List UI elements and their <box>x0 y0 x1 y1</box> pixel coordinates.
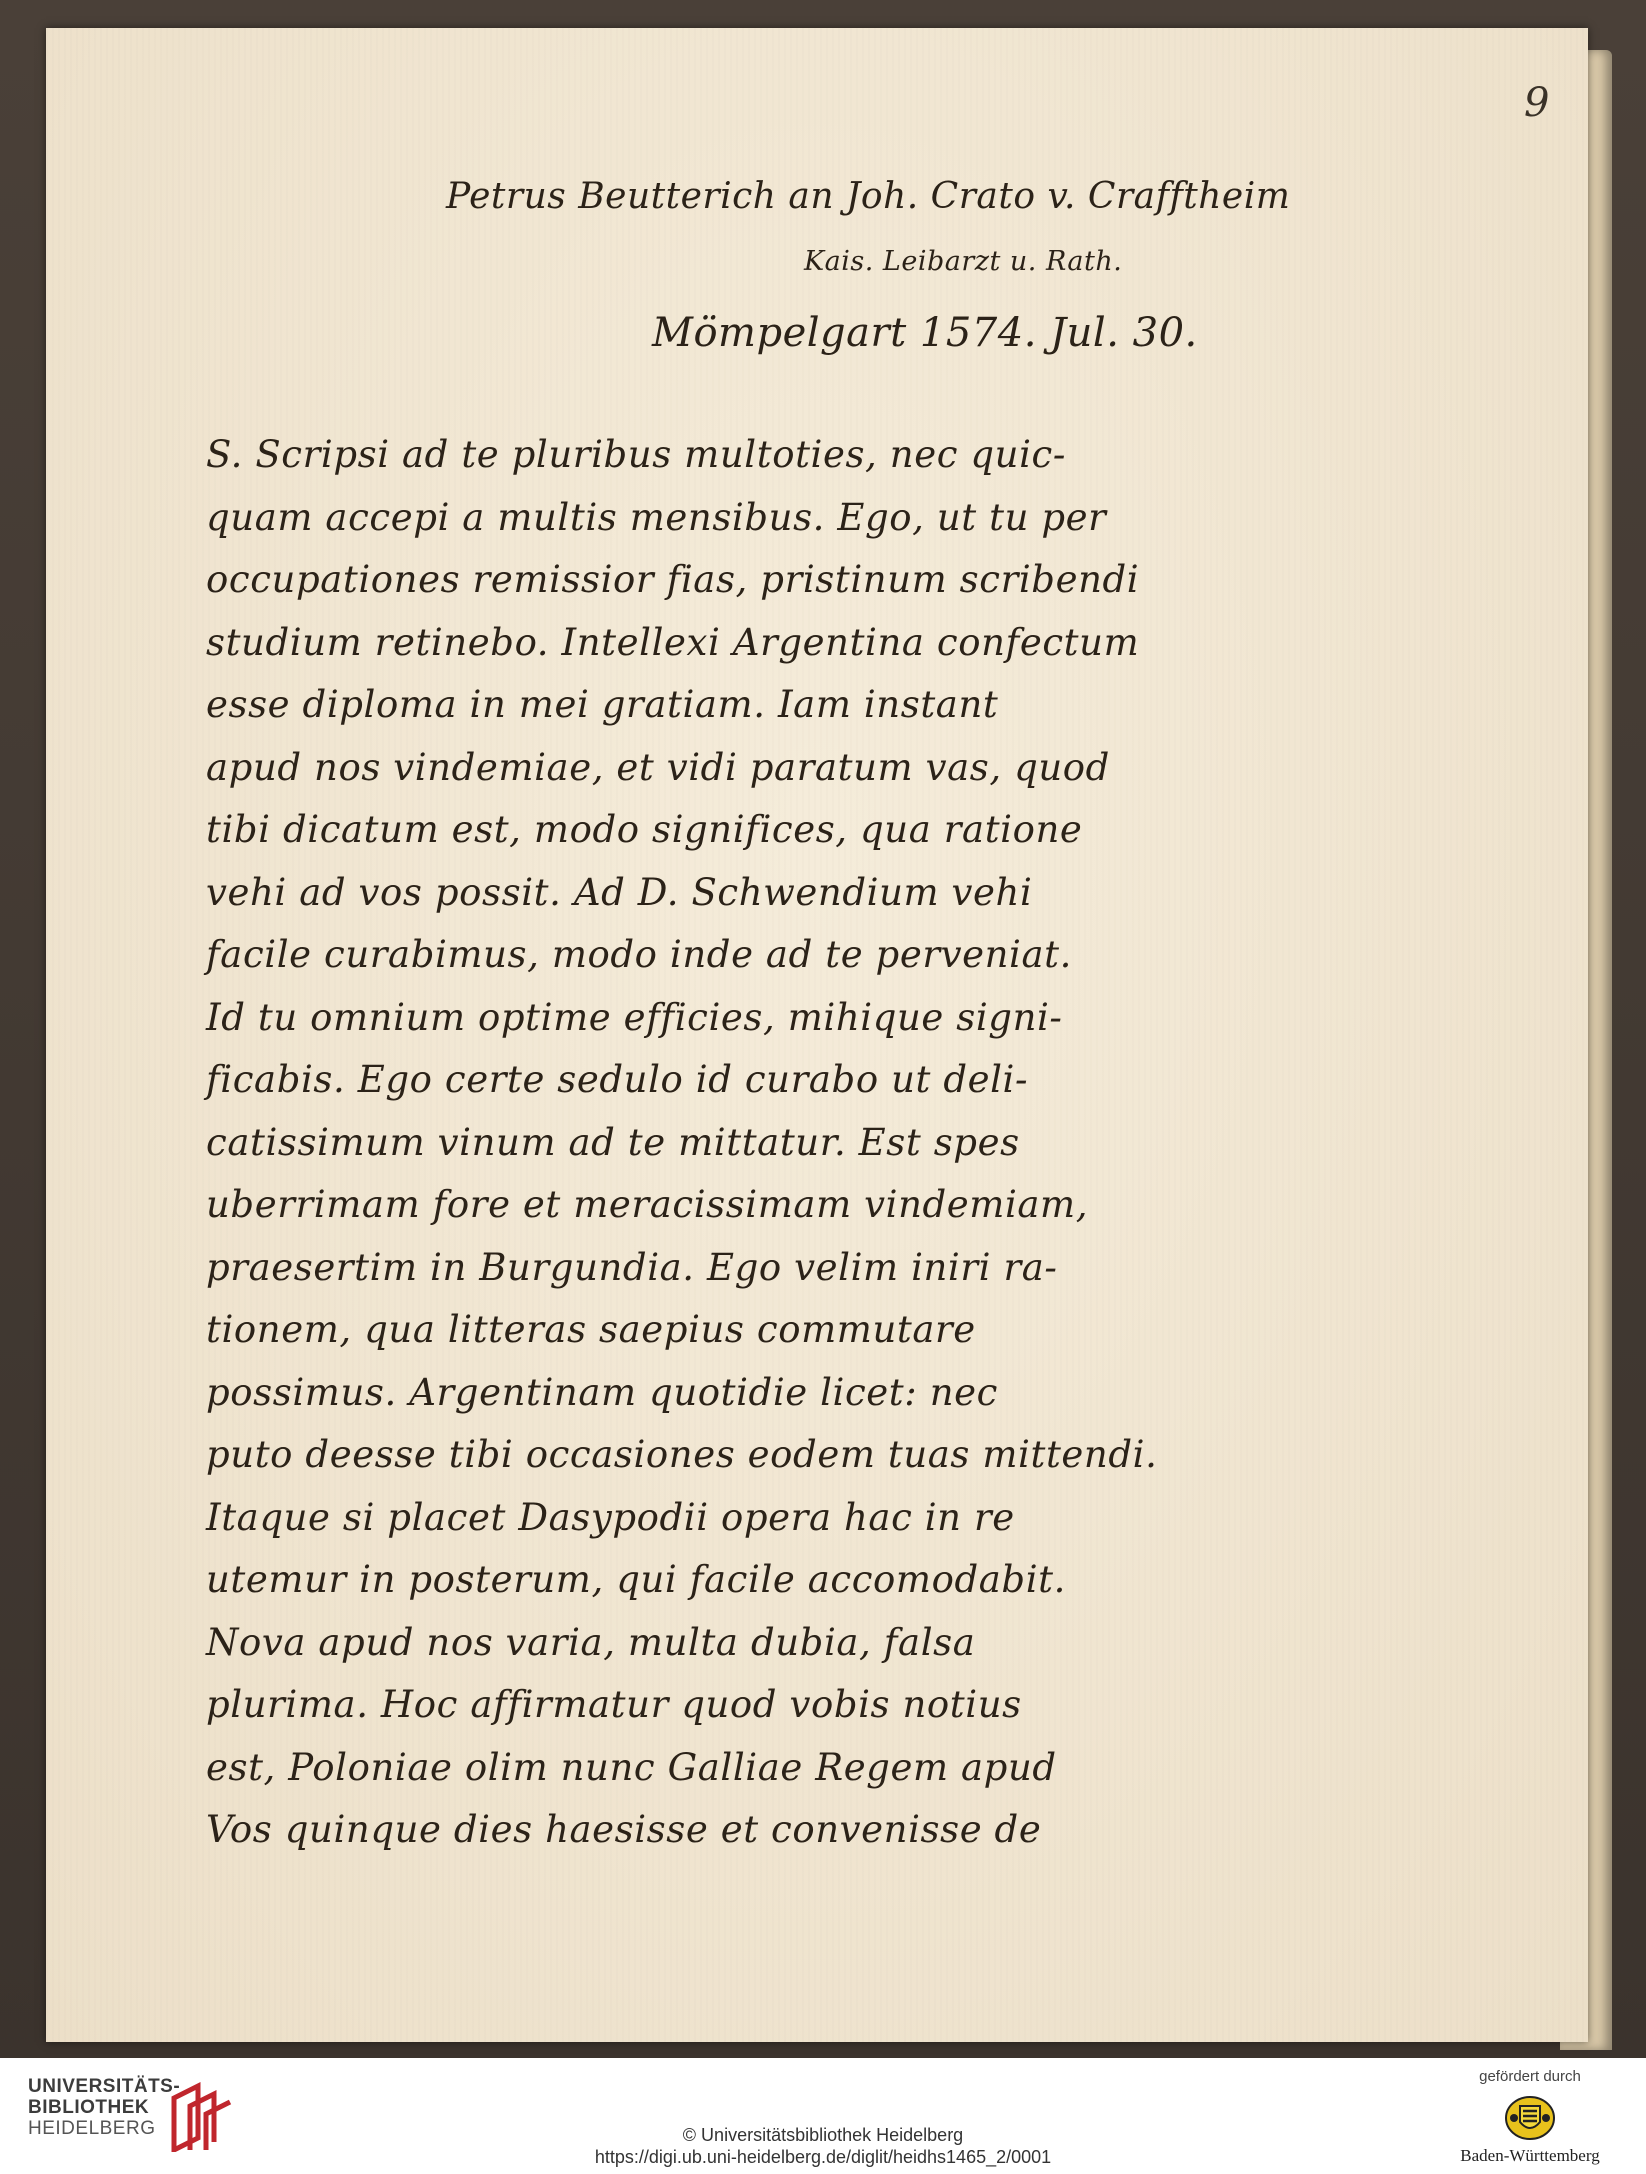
manuscript-page <box>46 28 1588 2042</box>
letter-line: utemur in posterum, qui facile accomodabit. <box>206 1558 1066 1601</box>
letter-line: Nova apud nos varia, multa dubia, falsa <box>206 1620 976 1664</box>
copyright-notice: © Universitätsbibliothek Heidelberg <box>682 2125 964 2145</box>
heading-title: Kais. Leibarzt u. Rath. <box>804 246 1123 277</box>
letter-line: ficabis. Ego certe sedulo id curabo ut deli- <box>206 1058 1029 1101</box>
letter-line: est, Poloniae olim nunc Galliae Regem apud <box>206 1745 1057 1789</box>
sponsor-block[interactable] <box>1440 2066 1620 2170</box>
library-logo-line3: HEIDELBERG <box>28 2118 156 2139</box>
heading-correspondents: Petrus Beutterich an Joh. Crato v. Crafftheim <box>446 176 1291 217</box>
letter-body <box>206 424 1266 1862</box>
letter-line: apud nos vindemiae, et vidi paratum vas, quod <box>206 745 1110 789</box>
sponsor-label: gefördert durch <box>1479 2068 1581 2085</box>
coat-of-arms-icon <box>1504 2094 1556 2142</box>
footer <box>0 2058 1646 2174</box>
letter-line: Itaque si placet Dasypodii opera hac in re <box>206 1495 1015 1539</box>
folio-number: 9 <box>1524 80 1550 126</box>
letter-line: tibi dicatum est, modo significes, qua ratione <box>206 808 1083 851</box>
letter-line: Id tu omnium optime efficies, mihique signi- <box>206 995 1063 1039</box>
letter-line: quam accepi a multis mensibus. Ego, ut tu per <box>206 495 1107 539</box>
letter-line: studium retinebo. Intellexi Argentina confectum <box>206 620 1140 664</box>
letter-line: praesertim in Burgundia. Ego velim iniri ra- <box>206 1245 1058 1289</box>
library-logo-line1: UNIVERSITÄTS- <box>28 2076 181 2097</box>
permalink-url[interactable]: https://digi.ub.uni-heidelberg.de/diglit/heidhs1465_2/0001 <box>594 2147 1052 2167</box>
letter-line: vehi ad vos possit. Ad D. Schwendium vehi <box>206 870 1033 914</box>
letter-line: tionem, qua litteras saepius commutare <box>206 1308 976 1351</box>
letter-line: Vos quinque dies haesisse et convenisse de <box>206 1808 1042 1851</box>
letter-line: S. Scripsi ad te pluribus multoties, nec quic- <box>206 433 1066 476</box>
library-logo-line2: BIBLIOTHEK <box>28 2097 150 2118</box>
letter-line: occupationes remissior fias, pristinum scribendi <box>206 558 1140 601</box>
letter-line: puto deesse tibi occasiones eodem tuas mittendi. <box>206 1433 1158 1476</box>
heading-place-date: Mömpelgart 1574. Jul. 30. <box>652 310 1198 356</box>
sponsor-name: Baden-Württemberg <box>1460 2146 1600 2165</box>
letter-line: uberrimam fore et meracissimam vindemiam, <box>206 1183 1089 1226</box>
letter-line: catissimum vinum ad te mittatur. Est spes <box>206 1120 1020 1164</box>
letter-line: facile curabimus, modo inde ad te perveniat. <box>206 933 1072 976</box>
letter-line: possimus. Argentinam quotidie licet: nec <box>206 1370 998 1414</box>
letter-line: plurima. Hoc affirmatur quod vobis notius <box>206 1683 1022 1726</box>
letter-line: esse diploma in mei gratiam. Iam instant <box>206 683 999 726</box>
